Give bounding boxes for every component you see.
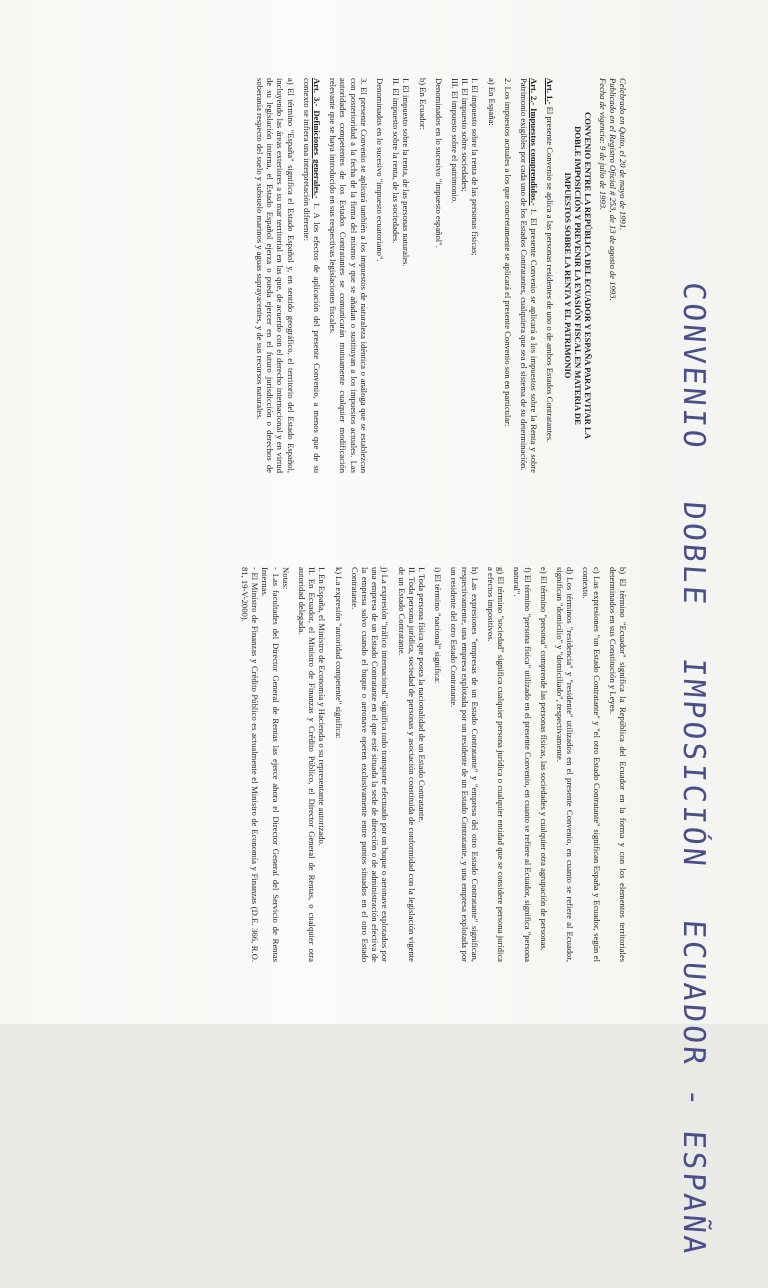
- handwritten-word: IMPOSICIÓN: [676, 656, 711, 870]
- article-1: [545, 78, 555, 473]
- article-2-heading: Art. 2.- Impuestos comprendidos.-: [529, 78, 540, 206]
- list-item: II. En Ecuador, el Ministro de Finanzas y Crédito Público, el Director General de Rentas, o cualquier otra autoridad delegada.: [296, 567, 318, 962]
- handwritten-title: [628, 278, 711, 1258]
- spain-label: a) En España:: [486, 78, 497, 126]
- definition-f: f) El término "persona física" utilizado en el presente Convenio, en cuanto se refiere al Ecuador, significa "persona natural".: [512, 567, 533, 962]
- handwritten-word: DOBLE: [676, 500, 711, 609]
- ecuador-label: b) En Ecuador:: [417, 78, 428, 131]
- definition-j: j) La expresión "tráfico internacional" significa todo transporte efectuado por un buque o aeronave explotados por una empresa de un Estado Contratante en el que esté situada la sede de dirección o de administración efectiva de la empresa salvo cuando el buque o aeronave operen exclusivamente entre puntos situados en el otro Estado Contratante.: [349, 567, 391, 962]
- definition-e: e) El término "persona" comprende las personas físicas, las sociedades y cualquier otra agrupación de personas.: [538, 567, 549, 951]
- definition-c: c) Las expresiones "un Estado Contratante" y "el otro Estado Contratante" significan España y Ecuador, según el contexto.: [581, 567, 602, 962]
- celebration-date: Celebrado en Quito, el 20 de mayo de 1991.: [618, 78, 628, 231]
- list-item: II. Toda persona jurídica, sociedad de personas y asociación constituida de conformidad con la legislación vigente de un Estado Contratante.: [396, 567, 417, 962]
- article-1-heading: Art. 1.-: [545, 78, 556, 105]
- definition-i-label: i) El término "nacional" significa:: [433, 567, 444, 684]
- spain-denomination: Denominados en lo sucesivo "impuesto español".: [433, 78, 444, 248]
- list-item: I. El impuesto sobre la renta de las personas físicas;: [470, 78, 481, 256]
- note-item: - Las facultades del Director General de Rentas las ejerce ahora el Director General del Servicio de Rentas Internas.: [260, 567, 281, 962]
- article-2-p2: 2. Los impuestos actuales a los que concretamente se aplicará el presente Convenio son en particular:: [502, 78, 513, 427]
- notes-title: Notas:: [280, 567, 291, 590]
- effective-date: Fecha de vigencia: 9 de julio de 1993.: [597, 78, 608, 211]
- list-item: I. En España, el Ministro de Economía y Hacienda o su representante autorizado.: [317, 567, 328, 846]
- article-3-heading: Art. 3.- Definiciones generales.-: [311, 78, 322, 199]
- list-item: I. El impuesto sobre la renta, de las personas naturales.: [401, 78, 412, 267]
- definition-k-label: k) La expresión "autoridad competente" significa:: [333, 567, 344, 739]
- list-item: III. El impuesto sobre el patrimonio.: [449, 78, 460, 204]
- left-column: [249, 78, 628, 473]
- definition-a: a) El término "España" significa el Estado Español y, en sentido geográfico, el territorio del Estado Español, incluyendo las áreas exteriores a su mar territorial en las que, de acuerdo con el derecho internacional y en virtud de su legislación interna, el Estado Español ejerza o pueda ejercer en el futuro jurisdicción o derechos de soberanía respecto del suelo y subsuelo marinos y aguas suprayacentes, y de sus recursos naturales.: [254, 78, 296, 473]
- definition-b: b) El término "Ecuador" significa la República del Ecuador en la forma y con los elementos territoriales determinados en sus Constitución y Leyes.: [607, 567, 628, 962]
- article-3-intro: [302, 78, 322, 473]
- note-item: - El Ministro de Finanzas y Crédito Público es actualmente el Ministro de Economía y Finanzas (D.E. 366, R.O. 81, 19-V-2000).: [239, 567, 261, 962]
- article-1-text: El presente Convenio se aplica a las personas residentes de uno o de ambos Estados Contratantes.: [545, 104, 556, 443]
- handwritten-word: CONVENIO: [676, 280, 711, 452]
- article-2-text: 1. El presente Convenio se aplicará a los impuestos sobre la Renta y sobre Patrimonio exigibles por cada uno de los Estados Contratantes, cualquiera que sea el sistema de su determinación.: [518, 78, 540, 473]
- list-item: II. El impuesto sobre sociedades;: [460, 78, 471, 192]
- article-2-p1: [519, 78, 539, 473]
- handwritten-word: ECUADOR - ESPAÑA: [676, 918, 711, 1258]
- list-item: II. El impuesto sobre la renta, de las sociedades.: [391, 78, 402, 244]
- definition-h: h) Las expresiones "empresas de un Estado Contratante" y "empresa del otro Estado Contratante" significan, respectivamente, una empresa explotada por un residente de un Estado Contratante, y una empresa explotada por un residente del otro Estado Contratante.: [449, 567, 480, 962]
- definition-g: g) El término "sociedad" significa cualquier persona jurídica o cualquier entidad que se considere persona jurídica a efectos impositivos.: [485, 567, 507, 962]
- definition-d: d) Los términos "residencia" y "residente" utilizados en el presente Convenio, en cuanto se refiere al Ecuador, significan "domicilio" y "domiciliado", respectivamente.: [554, 567, 576, 962]
- publication-info: Publicado en el Registro Oficial # 253, de 13 de agosto de 1993.: [607, 78, 618, 301]
- list-item: I. Toda persona física que posea la nacionalidad de un Estado Contratante.: [416, 567, 427, 823]
- ecuador-denomination: Denominados en lo sucesivo "impuesto ecuatoriano".: [374, 78, 385, 262]
- article-3-text: 1. A los efectos de aplicación del presente Convenio, a menos que de su contexto se infiera una interpretación diferente:: [301, 78, 322, 473]
- right-column: [234, 567, 628, 962]
- document-title: CONVENIO ENTRE LA REPÚBLICA DEL ECUADOR Y ESPAÑA PARA EVITAR LA DOBLE IMPOSICIÓN Y PREVENIR LA EVASIÓN FISCAL EN MATERIA DE IMPUESTOS SOBRE LA RENTA Y EL PATRIMONIO: [563, 112, 594, 439]
- article-2-p3: 3. El presente Convenio se aplicará también a los impuestos de naturaleza idéntica o análoga que se establezcan con posterioridad a la fecha de la firma del mismo y que se añadan o sustituyan a los impuestos actuales. Las autoridades competentes de los Estados Contratantes se comunicarán mutuamente cualquier modificación relevante que se haya introducido en sus respectivas legislaciones fiscales.: [328, 78, 369, 473]
